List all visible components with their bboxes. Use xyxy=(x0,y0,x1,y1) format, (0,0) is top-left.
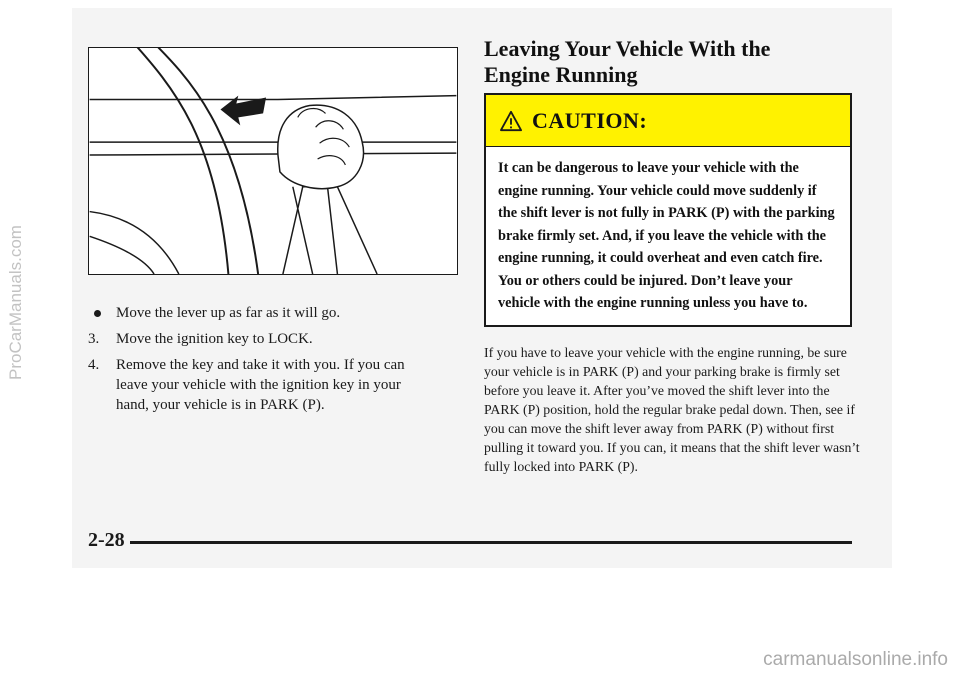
section-title-line2: Engine Running xyxy=(484,62,638,87)
caution-box xyxy=(484,93,852,327)
step-number: 4. xyxy=(88,357,100,373)
step-text: Remove the key and take it with you. If you can leave your vehicle with the ignition key in your hand, your vehicle is in PARK (P). xyxy=(116,357,405,413)
list-item xyxy=(88,329,418,349)
warning-triangle-icon xyxy=(500,110,522,132)
caution-header xyxy=(486,95,850,147)
list-item xyxy=(88,355,418,415)
shift-lever-illustration xyxy=(88,47,458,275)
bullet-icon xyxy=(94,310,101,317)
caution-text: It can be dangerous to leave your vehicle with the engine running. Your vehicle could move suddenly if the shift lever is not fully in PARK (P) with the parking brake firmly set. And, if you leave the vehicle with the engine running, it could overheat and even catch fire. You or others could be injured. Don’t leave your vehicle with the engine running unless you have to. xyxy=(498,160,835,311)
step-text: Move the lever up as far as it will go. xyxy=(116,305,341,321)
section-title-line1: Leaving Your Vehicle With the xyxy=(484,36,771,61)
steering-wheel-shift-lever-drawing xyxy=(89,48,457,274)
section-title xyxy=(484,36,864,88)
page-number: 2-28 xyxy=(88,529,125,551)
steps-list xyxy=(88,303,418,421)
body-paragraph: If you have to leave your vehicle with the engine running, be sure your vehicle is in PARK (P) and your parking brake is firmly set before you leave it. After you’ve moved the shift lever into the PARK (P) position, hold the regular brake pedal down. Then, see if you can move the shift lever away from PARK (P) without first pulling it toward you. If you can, it means that the shift lever wasn’t fully locked into PARK (P). xyxy=(484,345,860,474)
list-item xyxy=(88,303,418,323)
watermark-side: ProCarManuals.com xyxy=(6,225,25,380)
step-number: 3. xyxy=(88,331,100,347)
watermark-bottom: carmanualsonline.info xyxy=(763,649,948,670)
caution-title: CAUTION: xyxy=(532,107,648,133)
footer-divider xyxy=(130,541,852,544)
step-text: Move the ignition key to LOCK. xyxy=(116,331,313,347)
